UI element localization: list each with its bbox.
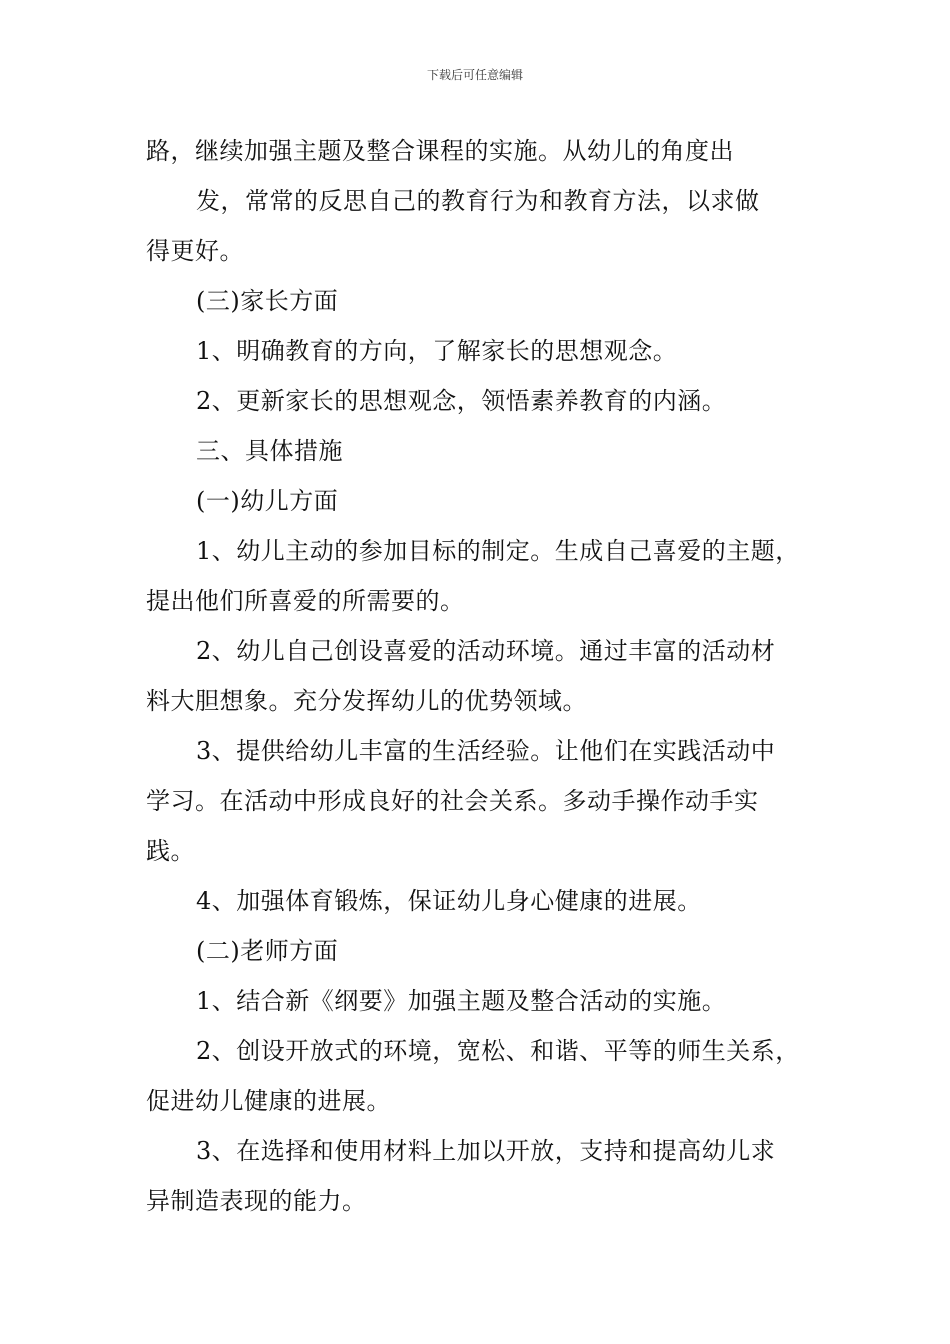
text-line: 1、结合新《纲要》加强主题及整合活动的实施。 [196,987,727,1015]
text-line: 3、在选择和使用材料上加以开放，支持和提高幼儿求 [196,1137,776,1165]
text-line: 发，常常的反思自己的教育行为和教育方法，以求做 [196,187,760,215]
page-header: 下载后可任意编辑 [426,68,523,82]
section-heading: (二)老师方面 [196,937,339,965]
text-line: 2、创设开放式的环境，宽松、和谐、平等的师生关系， [196,1037,800,1065]
text-line: 料大胆想象。充分发挥幼儿的优势领域。 [146,687,587,715]
text-line: 1、明确教育的方向，了解家长的思想观念。 [196,337,678,365]
text-line: 践。 [146,837,195,865]
text-line: 促进幼儿健康的进展。 [146,1087,391,1115]
section-heading: (三)家长方面 [196,287,339,315]
text-line: 学习。在活动中形成良好的社会关系。多动手操作动手实 [146,787,759,815]
text-line: 异制造表现的能力。 [146,1187,367,1215]
text-line: 得更好。 [146,237,244,265]
text-line: 2、更新家长的思想观念，领悟素养教育的内涵。 [196,387,727,415]
text-line: 3、提供给幼儿丰富的生活经验。让他们在实践活动中 [196,737,776,765]
text-line: 4、加强体育锻炼，保证幼儿身心健康的进展。 [196,887,702,915]
text-line: 1、幼儿主动的参加目标的制定。生成自己喜爱的主题， [196,537,800,565]
text-line: 提出他们所喜爱的所需要的。 [146,587,465,615]
section-heading: 三、具体措施 [196,437,343,465]
text-line: 2、幼儿自己创设喜爱的活动环境。通过丰富的活动材 [196,637,776,665]
text-line: 路，继续加强主题及整合课程的实施。从幼儿的角度出 [146,137,734,165]
section-heading: (一)幼儿方面 [196,487,339,515]
